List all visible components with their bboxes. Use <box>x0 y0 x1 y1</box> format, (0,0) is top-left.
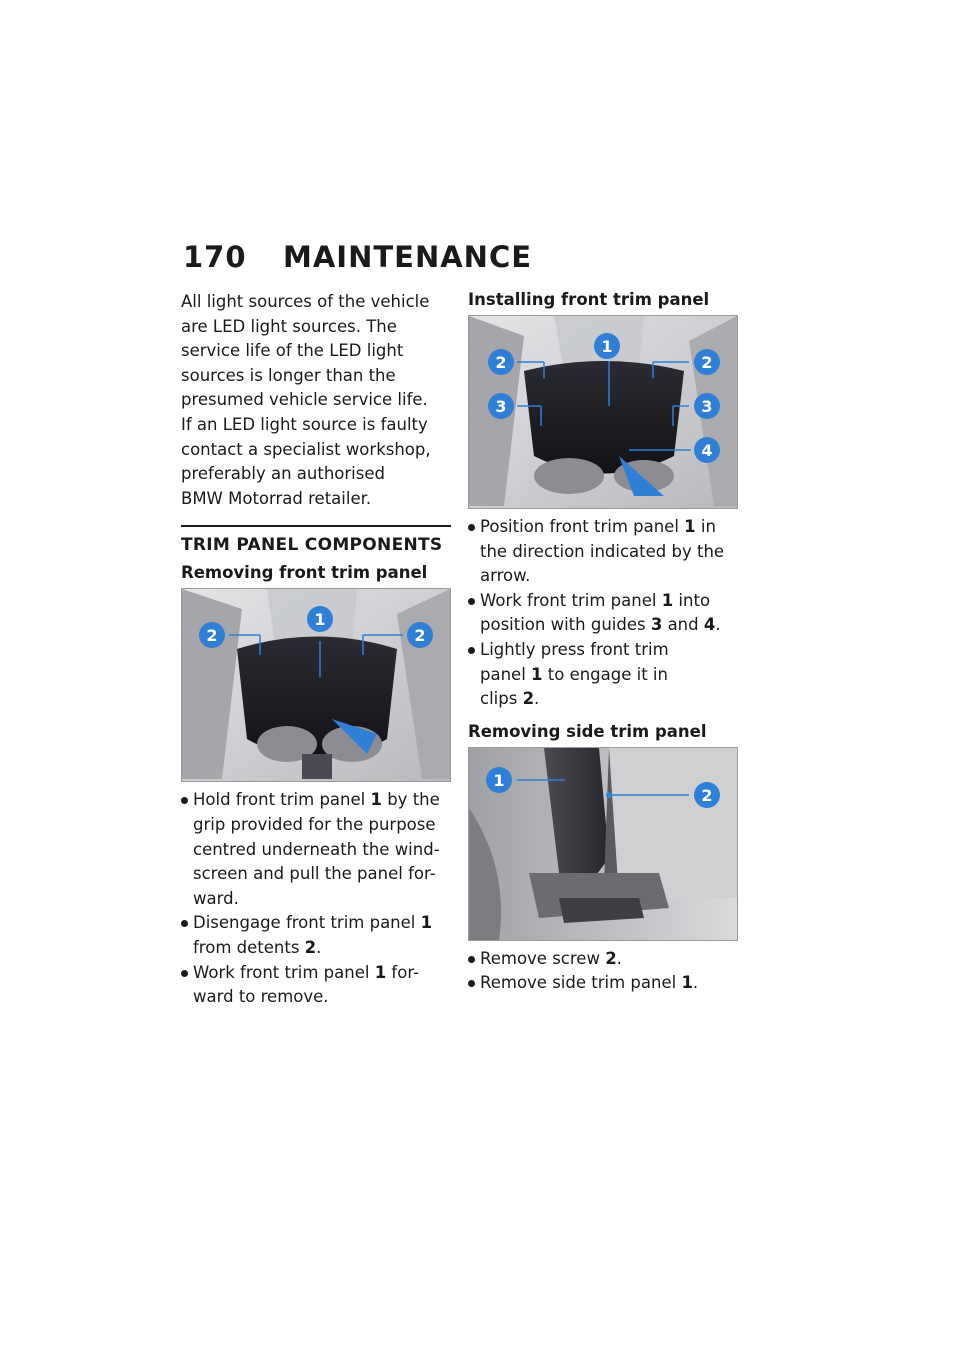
bullet-icon <box>468 524 475 531</box>
removing-side-steps <box>468 947 738 996</box>
figure-installing-front <box>468 315 738 509</box>
figure-removing-front <box>181 588 451 782</box>
bullet-icon <box>181 797 188 804</box>
callout-2-right: 2 <box>414 626 426 646</box>
bullet-icon <box>181 920 188 927</box>
page-number: 170 <box>183 240 247 274</box>
installing-front-heading: Installing front trim panel <box>468 290 710 309</box>
bullet-icon <box>181 970 188 977</box>
front-trim-installation-illustration <box>469 316 737 508</box>
trim-section-heading: TRIM PANEL COMPONENTS <box>181 535 443 556</box>
callout-1: 1 <box>493 770 505 790</box>
list-item: Position front trim panel 1 in the direction indicated by the arrow. <box>468 515 738 589</box>
callout-2-left: 2 <box>495 353 507 372</box>
installing-front-steps <box>468 515 738 712</box>
list-item: Remove side trim panel 1. <box>468 971 738 996</box>
bullet-icon <box>468 980 475 987</box>
callout-2: 2 <box>701 785 713 805</box>
removing-front-steps <box>181 788 451 1009</box>
callout-3-right: 3 <box>701 397 713 416</box>
list-item: Hold front trim panel 1 by the grip provided for the purpose centred underneath the wind- screen and pull the panel for- ward. <box>181 788 451 911</box>
list-item: Lightly press front trim panel 1 to engage it in clips 2. <box>468 638 738 712</box>
bullet-icon <box>468 956 475 963</box>
callout-4: 4 <box>701 441 713 460</box>
list-item: Work front trim panel 1 for- ward to remove. <box>181 961 451 1010</box>
list-item: Remove screw 2. <box>468 947 738 972</box>
callout-1: 1 <box>314 610 326 630</box>
callout-2-left: 2 <box>206 626 218 646</box>
left-column <box>181 290 451 1010</box>
callout-1: 1 <box>601 337 613 356</box>
bullet-icon <box>468 647 475 654</box>
section-divider <box>181 525 451 527</box>
section-title: MAINTENANCE <box>283 240 533 274</box>
callout-2-right: 2 <box>701 353 713 372</box>
bullet-icon <box>468 598 475 605</box>
front-trim-removal-illustration <box>182 589 450 781</box>
right-column <box>468 290 738 996</box>
callout-3-left: 3 <box>495 397 507 416</box>
removing-side-heading: Removing side trim panel <box>468 721 707 741</box>
list-item: Disengage front trim panel 1 from detents 2. <box>181 911 451 960</box>
side-trim-removal-illustration <box>469 748 737 940</box>
figure-removing-side <box>468 747 738 941</box>
intro-paragraph: All light sources of the vehicle are LED light sources. The service life of the LED light sources is longer than the presumed vehicle service life. If an LED light source is faulty contact a specialist workshop, preferably an authorised BMW Motorrad retailer. <box>181 292 431 508</box>
removing-front-heading: Removing front trim panel <box>181 563 428 583</box>
list-item: Work front trim panel 1 into position with guides 3 and 4. <box>468 589 738 638</box>
